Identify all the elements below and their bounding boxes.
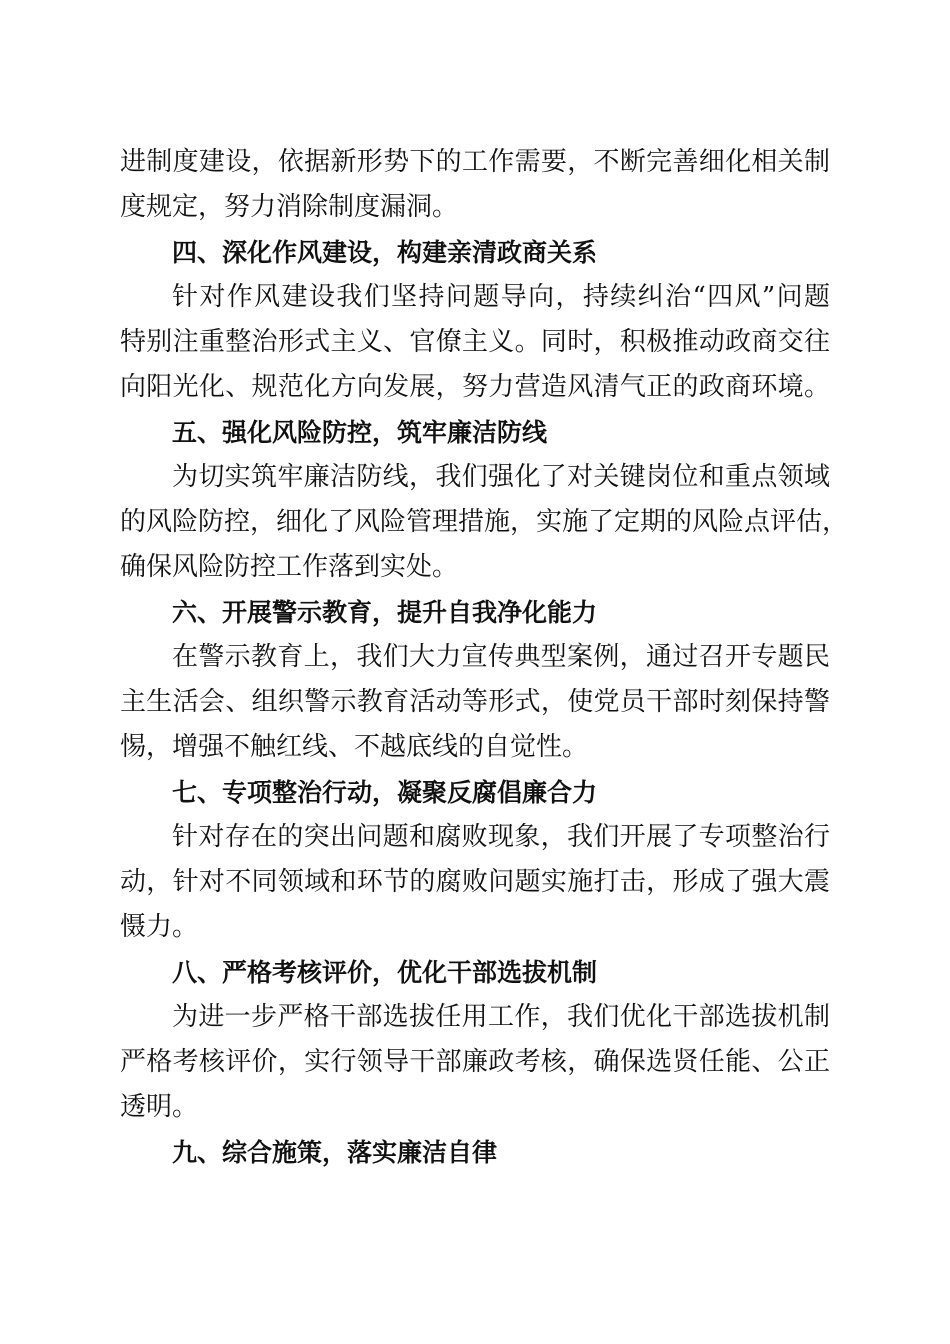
section-five (120, 410, 849, 590)
body-text-line: 进制度建设，依据新形势下的工作需要，不断完善细化相关制 (120, 147, 830, 177)
body-text-line: 特别注重整治形式主义、官僚主义。同时，积极推动政商交往 (120, 327, 830, 357)
body-text-line: 主生活会、组织警示教育活动等形式，使党员干部时刻保持警 (120, 687, 830, 717)
section-eight (120, 950, 830, 1130)
body-text-line: 确保风险防控工作落到实处。 (120, 552, 459, 582)
section-seven (120, 770, 830, 950)
body-text-line: 针对存在的突出问题和腐败现象，我们开展了专项整治行 (172, 822, 830, 852)
body-text-line: 严格考核评价，实行领导干部廉政考核，确保选贤任能、公正 (120, 1047, 830, 1077)
body-text-line: 动，针对不同领域和环节的腐败问题实施打击，形成了强大震 (120, 867, 830, 897)
body-text-line: 向阳光化、规范化方向发展，努力营造风清气正的政商环境。 (120, 372, 830, 402)
section-heading: 五、强化风险防控，筑牢廉洁防线 (172, 418, 548, 447)
section-heading: 六、开展警示教育，提升自我净化能力 (172, 598, 598, 627)
section-heading: 四、深化作风建设，构建亲清政商关系 (172, 238, 598, 267)
body-text-line: 惕，增强不触红线、不越底线的自觉性。 (120, 732, 589, 762)
document-body (120, 140, 849, 1175)
body-text-line: 为进一步严格干部选拔任用工作，我们优化干部选拔机制 (172, 1002, 830, 1032)
body-text-line: 透明。 (120, 1092, 199, 1122)
section-heading: 八、严格考核评价，优化干部选拔机制 (172, 958, 598, 987)
section-four (120, 230, 830, 410)
body-text-line: 的风险防控，细化了风险管理措施，实施了定期的风险点评估， (120, 507, 849, 537)
body-text-line: 为切实筑牢廉洁防线，我们强化了对关键岗位和重点领域 (172, 462, 830, 492)
body-text-line: 慑力。 (120, 912, 199, 942)
section-six (120, 590, 830, 770)
body-text-line: 在警示教育上，我们大力宣传典型案例，通过召开专题民 (172, 642, 830, 672)
body-text-line: 针对作风建设我们坚持问题导向，持续纠治“四风”问题 (172, 282, 830, 312)
section-heading: 九、综合施策，落实廉洁自律 (172, 1138, 498, 1167)
section-heading: 七、专项整治行动，凝聚反腐倡廉合力 (172, 778, 598, 807)
section-nine (120, 1130, 830, 1175)
body-text-line: 度规定，努力消除制度漏洞。 (120, 192, 459, 222)
